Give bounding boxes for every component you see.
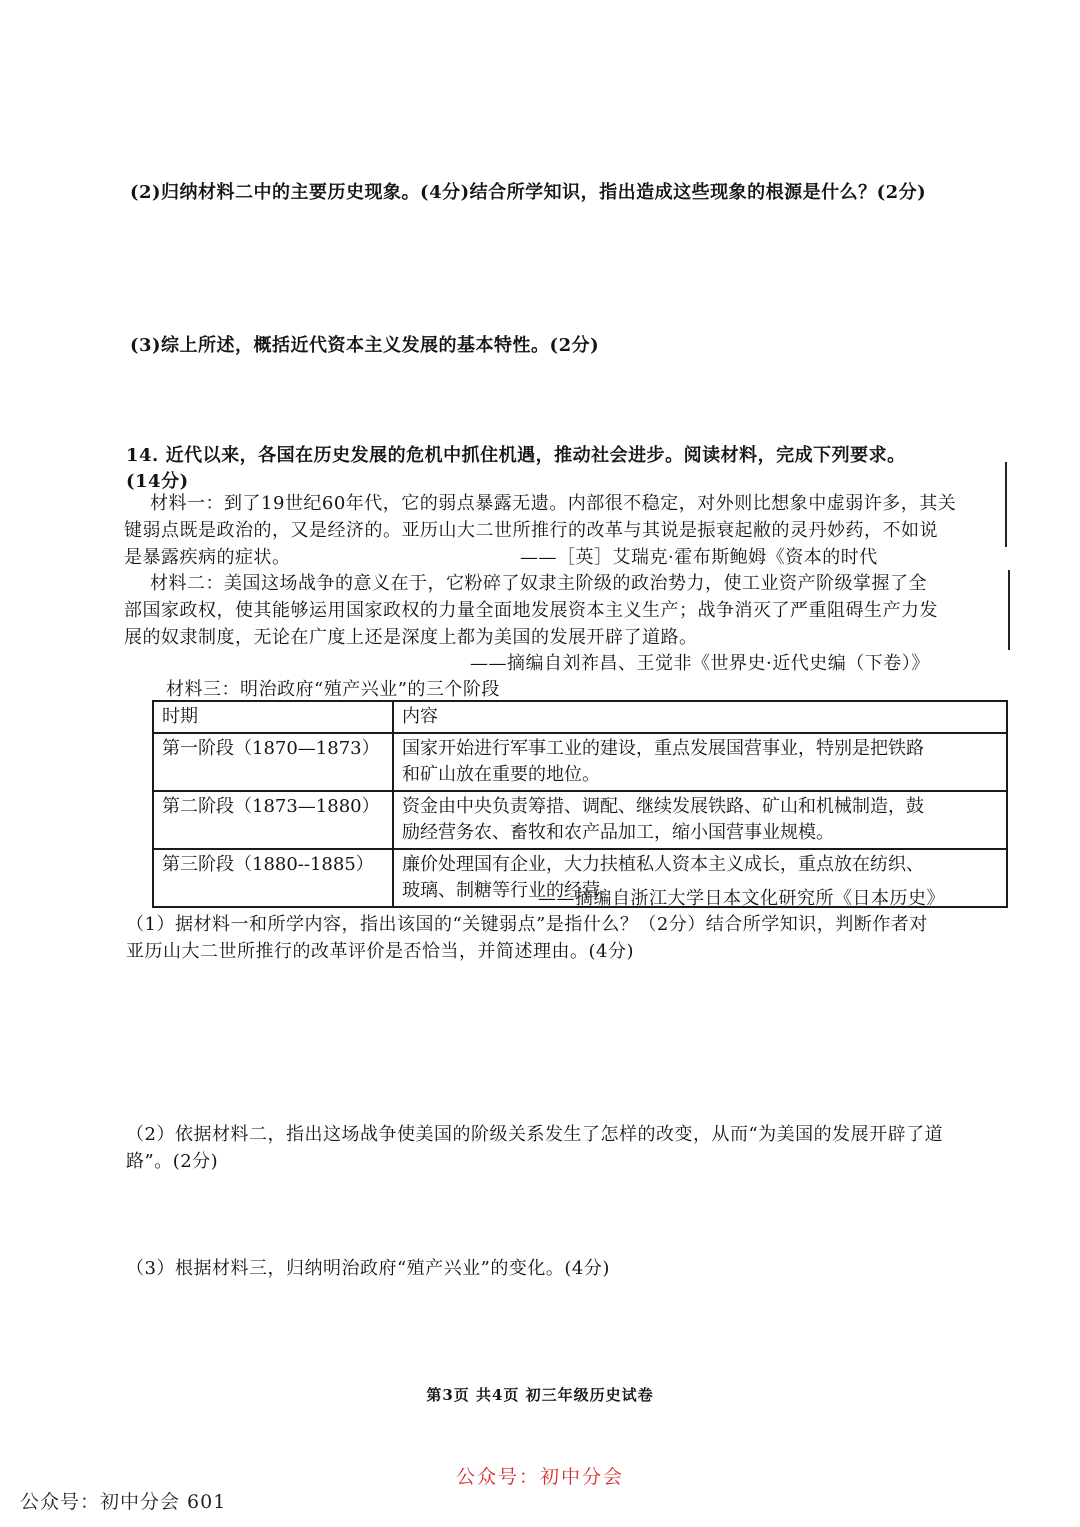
table-cell-period: 第一阶段（1870—1873） — [153, 733, 393, 791]
material1-source: ——［英］艾瑞克·霍布斯鲍姆《资本的时代 — [520, 547, 878, 568]
material1-line2: 键弱点既是政治的，又是经济的。亚历山大二世所推行的改革与其说是振衰起敝的灵丹妙药，不如说 — [124, 520, 938, 541]
table-cell-content-line: 国家开始进行军事工业的建设，重点发展国营事业，特别是把铁路 — [402, 738, 924, 759]
q14-part2-line2: 路”。(2分) — [126, 1151, 219, 1172]
q13-part2: (2)归纳材料二中的主要历史现象。(4分)结合所学知识，指出造成这些现象的根源是什么？(2分) — [130, 182, 927, 203]
material2-line2: 部国家政权，使其能够运用国家政权的力量全面地发展资本主义生产；战争消灭了严重阻碍生产力发 — [124, 600, 938, 621]
material2-line1: 材料二：美国这场战争的意义在于，它粉碎了奴隶主阶级的政治势力，使工业资产阶级掌握了全 — [150, 573, 927, 594]
q14-part2-line1: （2）依据材料二，指出这场战争使美国的阶级关系发生了怎样的改变，从而“为美国的发展开辟了道 — [126, 1124, 944, 1145]
material1-line3: 是暴露疾病的症状。 — [124, 547, 291, 568]
q14-stem-line2: (14分) — [126, 471, 189, 492]
q14-part3: （3）根据材料三，归纳明治政府“殖产兴业”的变化。(4分) — [126, 1258, 610, 1279]
table-header-period: 时期 — [153, 701, 393, 733]
table-cell-content-line: 玻璃、制糖等行业的经营。 — [402, 880, 618, 901]
material3-title: 材料三：明治政府“殖产兴业”的三个阶段 — [166, 679, 500, 700]
table-cell-content-line: 资金由中央负责筹措、调配、继续发展铁路、矿山和机械制造，鼓 — [402, 796, 924, 817]
material2-source: ——摘编自刘祚昌、王觉非《世界史·近代史编（下卷）》 — [470, 653, 930, 674]
q14-stem-line1: 14. 近代以来，各国在历史发展的危机中抓住机遇，推动社会进步。阅读材料，完成下列要求。 — [126, 445, 906, 466]
material1-line1: 材料一：到了19世纪60年代，它的弱点暴露无遗。内部很不稳定，对外则比想象中虚弱许多，其关 — [150, 493, 957, 514]
watermark-center: 公众号：初中分会 — [455, 1466, 624, 1488]
q14-part1-line1: （1）据材料一和所学内容，指出该国的“关键弱点”是指什么？（2分）结合所学知识，判断作者对 — [126, 914, 928, 935]
table-cell-content-line: 和矿山放在重要的地位。 — [402, 764, 600, 785]
q13-part3: (3)综上所述，概括近代资本主义发展的基本特性。(2分) — [130, 335, 600, 356]
material3-source: ——摘编自浙江大学日本文化研究所《日本历史》 — [538, 888, 945, 909]
table-cell-period: 第三阶段（1880--1885） — [153, 849, 393, 907]
table-cell-content-line: 励经营务农、畜牧和农产品加工，缩小国营事业规模。 — [402, 822, 834, 843]
table-cell-content — [393, 791, 1007, 849]
scan-edge-mark — [1008, 570, 1010, 650]
material3-table — [152, 700, 1008, 908]
table-header-row — [153, 701, 1007, 733]
watermark-left: 公众号：初中分会 601 — [20, 1491, 227, 1513]
scan-edge-mark — [1005, 462, 1007, 547]
q14-part1-line2: 亚历山大二世所推行的改革评价是否恰当，并简述理由。(4分) — [126, 941, 634, 962]
table-cell-period: 第二阶段（1873—1880） — [153, 791, 393, 849]
table-row — [153, 791, 1007, 849]
table-row — [153, 733, 1007, 791]
page-footer: 第3页 共4页 初三年级历史试卷 — [426, 1386, 654, 1404]
table-header-content: 内容 — [393, 701, 1007, 733]
table-cell-content-line: 廉价处理国有企业，大力扶植私人资本主义成长，重点放在纺织、 — [402, 854, 924, 875]
material2-line3: 展的奴隶制度，无论在广度上还是深度上都为美国的发展开辟了道路。 — [124, 627, 698, 648]
table-cell-content — [393, 733, 1007, 791]
